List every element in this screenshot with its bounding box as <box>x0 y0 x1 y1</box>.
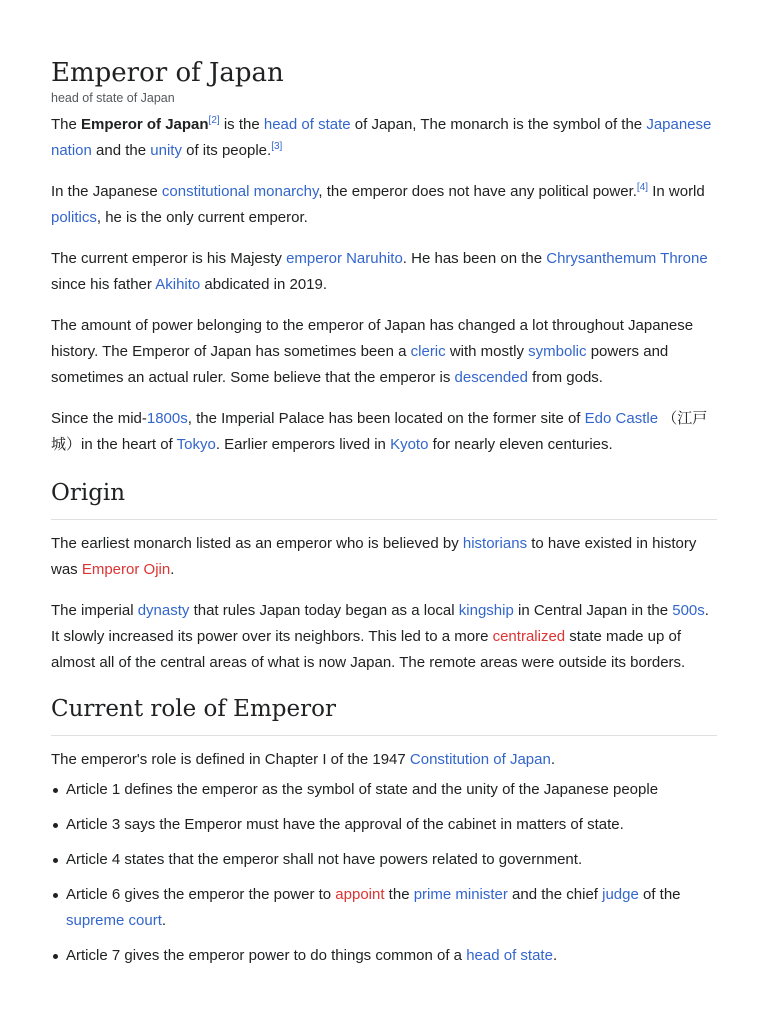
text: and the chief <box>507 886 603 903</box>
text: , the Imperial Palace has been located on the former site of <box>187 410 585 427</box>
text: and the <box>91 142 151 159</box>
section-heading-current-role[interactable]: Current role of Emperor <box>51 694 717 736</box>
text: is the <box>219 116 264 133</box>
text: The emperor's role is defined in Chapter I of the 1947 <box>51 751 410 768</box>
text: Article 7 gives the emperor power to do things common of a <box>66 947 467 964</box>
text: The current emperor is his Majesty <box>51 250 287 267</box>
text: Article 3 says the Emperor must have the approval of the cabinet in matters of state. <box>66 816 624 833</box>
link-naruhito[interactable]: emperor Naruhito <box>286 250 403 267</box>
page-subtitle: head of state of Japan <box>51 91 175 105</box>
link-supreme-court[interactable]: supreme court <box>66 912 162 929</box>
page-title: Emperor of Japan <box>51 58 284 88</box>
section-heading-origin[interactable]: Origin <box>51 478 717 520</box>
text: for nearly eleven centuries. <box>428 436 613 453</box>
text: Article 6 gives the emperor the power to <box>66 886 336 903</box>
link-constitutional-monarchy[interactable]: constitutional monarchy <box>161 183 319 200</box>
link-500s[interactable]: 500s <box>672 602 705 619</box>
intro-paragraph-2 <box>51 179 717 231</box>
text: to have existed in history was <box>51 535 697 578</box>
text: of the <box>638 886 681 903</box>
text: The amount of power belonging to the emperor of Japan has changed a lot throughout Japanese history. The Emperor of Japan has sometimes been a <box>51 317 694 360</box>
text: Article 4 states that the emperor shall not have powers related to government. <box>66 851 583 868</box>
list-item <box>66 777 717 803</box>
link-akihito[interactable]: Akihito <box>155 276 201 293</box>
text: powers and sometimes an actual ruler. Some believe that the emperor is <box>51 343 669 386</box>
bold-term: Emperor of Japan <box>81 116 209 133</box>
intro-paragraph-4 <box>51 313 717 391</box>
link-edo-castle[interactable]: Edo Castle <box>584 410 659 427</box>
reference-link[interactable]: [2] <box>208 115 220 126</box>
text: The imperial <box>51 602 138 619</box>
link-head-of-state[interactable]: head of state <box>466 947 553 964</box>
text: state made up of almost all of the central areas of what is now Japan. The remote areas were outside its borders. <box>51 628 686 671</box>
link-historians[interactable]: historians <box>462 535 528 552</box>
text: from gods. <box>527 369 603 386</box>
text: the <box>384 886 414 903</box>
articles-list <box>51 777 717 969</box>
text: Article 1 defines the emperor as the symbol of state and the unity of the Japanese people <box>66 781 659 798</box>
text: The <box>51 116 82 133</box>
link-1800s[interactable]: 1800s <box>146 410 188 427</box>
text: of Japan, The monarch is the symbol of the <box>350 116 647 133</box>
text: , he is the only current emperor. <box>96 209 308 226</box>
list-item <box>66 812 717 838</box>
link-head-of-state[interactable]: head of state <box>263 116 351 133</box>
link-descended[interactable]: descended <box>454 369 528 386</box>
origin-paragraph-2 <box>51 598 717 676</box>
redlink-emperor-ojin[interactable]: Emperor Ojin <box>81 561 171 578</box>
text: of its people. <box>181 142 272 159</box>
text: Since the mid- <box>51 410 147 427</box>
intro-paragraph-1 <box>51 112 717 164</box>
text: , the emperor does not have any political power. <box>318 183 637 200</box>
link-tokyo[interactable]: Tokyo <box>176 436 216 453</box>
text: that rules Japan today began as a local <box>189 602 459 619</box>
text: In world <box>648 183 705 200</box>
text: in Central Japan in the <box>513 602 673 619</box>
text: . <box>552 947 558 964</box>
link-symbolic[interactable]: symbolic <box>528 343 587 360</box>
text: since his father <box>51 276 156 293</box>
text: . <box>170 561 175 578</box>
list-item <box>66 882 717 934</box>
text: In the Japanese <box>51 183 162 200</box>
text: abdicated in 2019. <box>200 276 328 293</box>
text: . It slowly increased its power over its neighbors. This led to a more <box>51 602 709 645</box>
text: The earliest monarch listed as an emperor who is believed by <box>51 535 463 552</box>
link-chrysanthemum-throne[interactable]: Chrysanthemum Throne <box>546 250 708 267</box>
intro-paragraph-3 <box>51 246 717 298</box>
list-item <box>66 847 717 873</box>
link-kyoto[interactable]: Kyoto <box>390 436 429 453</box>
link-cleric[interactable]: cleric <box>410 343 446 360</box>
intro-paragraph-5 <box>51 406 717 458</box>
link-unity[interactable]: unity <box>150 142 182 159</box>
list-item <box>66 943 717 969</box>
link-kingship[interactable]: kingship <box>458 602 514 619</box>
link-judge[interactable]: judge <box>602 886 639 903</box>
link-constitution-of-japan[interactable]: Constitution of Japan <box>409 751 551 768</box>
link-prime-minister[interactable]: prime minister <box>413 886 508 903</box>
redlink-centralized[interactable]: centralized <box>492 628 566 645</box>
link-japanese-nation[interactable]: Japanese nation <box>51 116 712 159</box>
current-role-intro <box>51 747 717 773</box>
text: （江戸城）in the heart of <box>51 410 708 453</box>
link-politics[interactable]: politics <box>51 209 97 226</box>
text: . <box>161 912 167 929</box>
text: . He has been on the <box>402 250 547 267</box>
reference-link[interactable]: [4] <box>636 182 649 193</box>
origin-paragraph-1 <box>51 531 717 583</box>
text: . Earlier emperors lived in <box>215 436 391 453</box>
link-dynasty[interactable]: dynasty <box>137 602 190 619</box>
text: with mostly <box>445 343 529 360</box>
redlink-appoint[interactable]: appoint <box>335 886 385 903</box>
reference-link[interactable]: [3] <box>271 141 283 152</box>
text: . <box>550 751 556 768</box>
